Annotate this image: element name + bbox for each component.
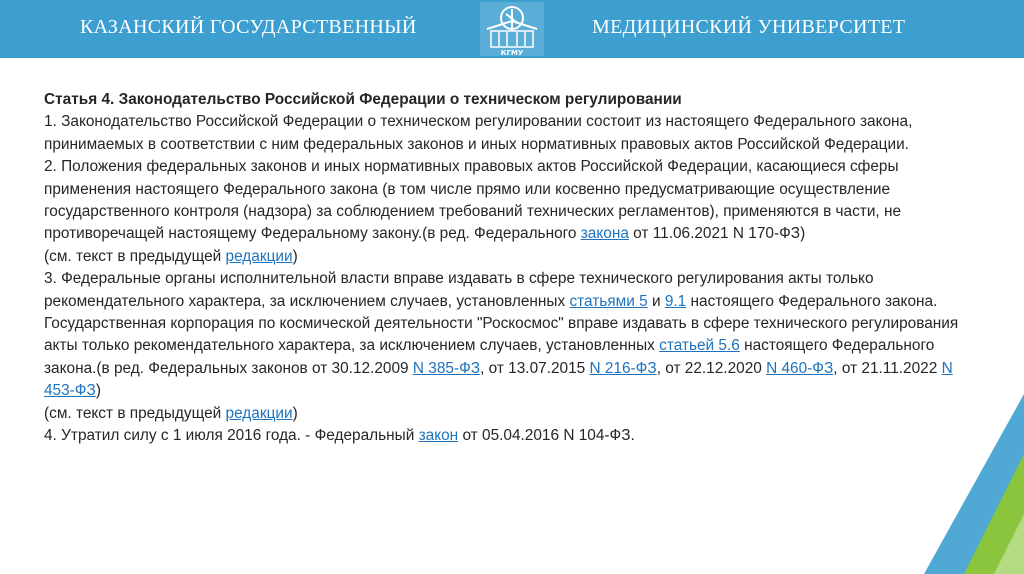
law-385-link[interactable]: N 385-ФЗ [412,359,481,377]
p3-text-7: , от 21.11.2022 [833,359,942,377]
edition-link[interactable]: редакции [225,404,293,422]
see-prev-2-tail: ) [292,404,298,422]
university-logo-icon [479,1,545,57]
see-prev-1-tail: ) [292,247,298,265]
law-453-link[interactable]: N 453-ФЗ [44,359,953,400]
article-paragraph-3 [44,268,974,402]
logo-letters: КГМУ [500,49,524,57]
p4-text: 4. Утратил силу с 1 июля 2016 года. - Федеральный [44,427,419,445]
law-link[interactable]: закона [580,225,629,243]
see-prev-2-text: (см. текст в предыдущей [44,404,226,422]
law-104-link[interactable]: закон [418,427,459,445]
edition-link[interactable]: редакции [225,247,293,265]
article-5-6-link[interactable]: статьей 5.6 [659,337,740,355]
articles-5-link[interactable]: статьями 5 [569,292,648,310]
article-paragraph-2 [44,156,974,246]
p4-tail: от 05.04.2016 N 104-ФЗ. [458,427,635,445]
see-previous-edition-2 [44,403,974,425]
p3-text-3: настоящего Федерального закона. Государственная корпорация по космической деятельности "Роскосмос" вправе издавать в сфере технического регулирования акты только рекомендательного характера, за исключением случаев, установленных [44,292,959,355]
article-paragraph-4 [44,425,974,447]
law-460-link[interactable]: N 460-ФЗ [766,359,834,377]
article-9-1-link[interactable]: 9.1 [664,292,687,310]
law-216-link[interactable]: N 216-ФЗ [589,359,657,377]
paragraph-2-tail: от 11.06.2021 N 170-ФЗ) [628,225,806,243]
p3-text-8: ) [95,382,101,400]
article-paragraph-1: 1. Законодательство Российской Федерации о техническом регулировании состоит из настоящего Федерального закона, принимаемых в соответствии с ним федеральных законов и иных нормативных правовых актов Российской Федерации. [44,113,913,153]
article-content [44,89,974,448]
corner-decoration [924,394,1024,574]
p3-text-5: , от 13.07.2015 [480,359,590,377]
header-left-text: КАЗАНСКИЙ ГОСУДАРСТВЕННЫЙ [80,16,417,38]
article-title: Статья 4. Законодательство Российской Федерации о техническом регулировании [44,91,682,108]
see-previous-edition-1 [44,246,974,268]
header-right-text: МЕДИЦИНСКИЙ УНИВЕРСИТЕТ [592,16,906,38]
see-prev-1-text: (см. текст в предыдущей [44,247,226,265]
p3-text-2: и [647,292,665,310]
header-bar [0,0,1024,58]
p3-text-1: 3. Федеральные органы исполнительной власти вправе издавать в сфере технического регулирования акты только рекомендательного характера, за исключением случаев, установленных [44,270,874,310]
p3-text-4: настоящего Федерального закона.(в ред. Федеральных законов от 30.12.2009 [44,337,935,377]
paragraph-2-text: 2. Положения федеральных законов и иных нормативных правовых актов Российской Федерации, касающиеся сферы применения настоящего Федерального закона (в том числе прямо или косвенно предусматривающие осуществление государственного контроля (надзора) за соблюдением требований технических регламентов), применяются в части, не противоречащей настоящему Федеральному закону.(в ред. Федерального [44,158,902,243]
p3-text-6: , от 22.12.2020 [656,359,767,377]
